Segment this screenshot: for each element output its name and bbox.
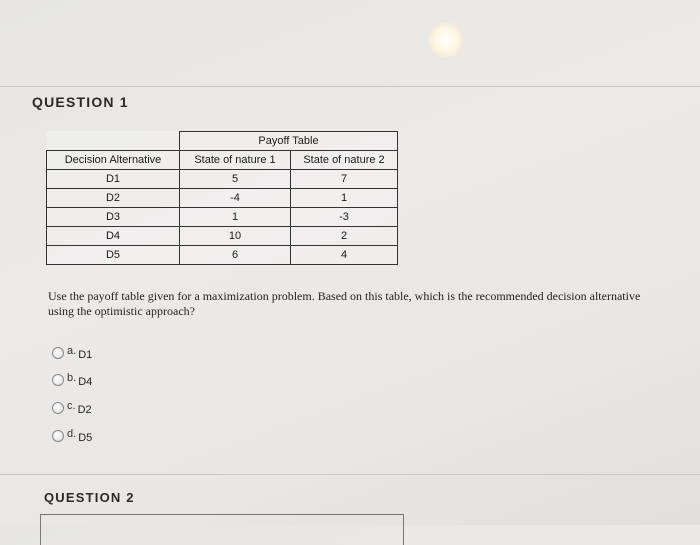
- question-2-content-box: [40, 514, 404, 545]
- column-header: State of nature 2: [291, 151, 398, 170]
- option-label[interactable]: D5: [78, 432, 93, 444]
- table-cell: D3: [47, 208, 180, 227]
- radio-button[interactable]: [52, 430, 64, 442]
- screen-glare: [428, 22, 464, 58]
- question-prompt: Use the payoff table given for a maximization problem. Based on this table, which is the recommended decision alternative using the optimistic approach?: [48, 289, 641, 318]
- option-letter: c.: [67, 399, 76, 412]
- radio-button[interactable]: [52, 402, 64, 414]
- answer-option-a[interactable]: [52, 345, 92, 361]
- table-cell: 6: [180, 246, 291, 265]
- table-cell: 7: [291, 170, 398, 189]
- option-letter: b.: [67, 371, 77, 384]
- radio-button[interactable]: [52, 374, 64, 386]
- option-label[interactable]: D1: [78, 349, 93, 361]
- table-corner: [47, 132, 180, 151]
- question-1-heading: QUESTION 1: [32, 94, 129, 110]
- payoff-table: [46, 131, 398, 265]
- table-row: [47, 170, 398, 189]
- table-cell: -3: [291, 208, 398, 227]
- option-label[interactable]: D2: [77, 404, 92, 416]
- table-cell: 2: [291, 227, 398, 246]
- section-divider: [0, 86, 700, 87]
- column-header: State of nature 1: [180, 151, 291, 170]
- option-label[interactable]: D4: [78, 376, 93, 388]
- table-cell: 1: [291, 189, 398, 208]
- table-cell: D2: [47, 189, 180, 208]
- table-cell: -4: [180, 189, 291, 208]
- table-row: [47, 227, 398, 246]
- table-cell: 1: [180, 208, 291, 227]
- table-row: [47, 189, 398, 208]
- radio-button[interactable]: [52, 347, 64, 359]
- question-2-heading: QUESTION 2: [44, 490, 135, 505]
- option-letter: d.: [67, 427, 77, 440]
- table-row: [47, 246, 398, 265]
- section-divider: [0, 474, 700, 475]
- answer-option-c[interactable]: [52, 400, 92, 416]
- table-title: Payoff Table: [180, 132, 398, 151]
- table-cell: 10: [180, 227, 291, 246]
- table-cell: D5: [47, 246, 180, 265]
- answer-option-d[interactable]: [52, 428, 92, 444]
- table-row: [47, 208, 398, 227]
- table-cell: D4: [47, 227, 180, 246]
- column-header: Decision Alternative: [47, 151, 180, 170]
- table-cell: D1: [47, 170, 180, 189]
- option-letter: a.: [67, 344, 77, 357]
- table-cell: 4: [291, 246, 398, 265]
- table-header-row: [47, 151, 398, 170]
- table-cell: 5: [180, 170, 291, 189]
- answer-option-b[interactable]: [52, 372, 92, 388]
